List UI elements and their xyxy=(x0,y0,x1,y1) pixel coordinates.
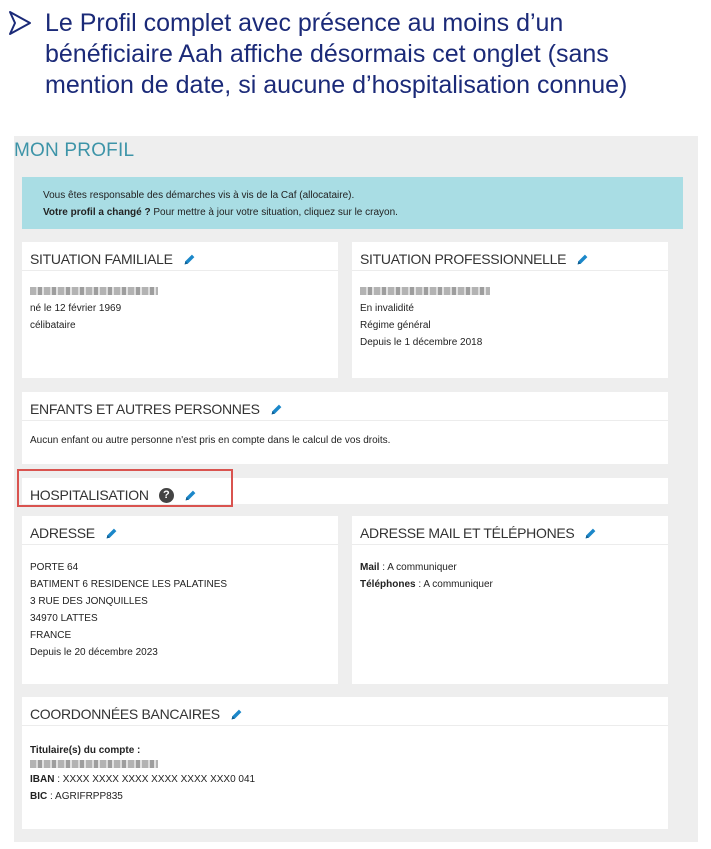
notice-rest: Pour mettre à jour votre situation, cliquez sur le crayon. xyxy=(150,207,398,218)
situation-familiale-body xyxy=(22,271,338,334)
profile-page xyxy=(14,136,698,842)
address-line: 34970 LATTES xyxy=(30,613,98,624)
arrow-bullet-icon xyxy=(8,10,32,36)
birth-date: né le 12 février 1969 xyxy=(30,303,122,314)
bancaire-header xyxy=(22,697,668,726)
slide-bullet xyxy=(8,8,698,101)
pencil-icon[interactable] xyxy=(584,527,597,540)
mail-value: : A communiquer xyxy=(379,562,457,573)
situation-familiale-card xyxy=(22,242,338,378)
enfants-body xyxy=(22,421,668,449)
pencil-icon[interactable] xyxy=(270,403,283,416)
bancaire-body xyxy=(22,726,668,805)
bic-value: : AGRIFRPP835 xyxy=(47,791,123,802)
help-icon[interactable]: ? xyxy=(159,488,174,503)
mail-label: Mail xyxy=(360,562,380,573)
iban-label: IBAN xyxy=(30,774,55,785)
iban-row xyxy=(30,771,668,788)
situation-professionnelle-title: SITUATION PROFESSIONNELLE xyxy=(360,251,567,267)
pro-line-1: En invalidité xyxy=(360,303,414,314)
situation-professionnelle-header xyxy=(352,242,668,271)
situation-familiale-title: SITUATION FAMILIALE xyxy=(30,251,173,267)
notice-bold: Votre profil a changé ? xyxy=(43,207,151,218)
hospitalisation-title: HOSPITALISATION xyxy=(30,487,149,503)
mail-row xyxy=(360,559,668,576)
bancaire-card xyxy=(22,697,668,829)
pro-line-3: Depuis le 1 décembre 2018 xyxy=(360,337,483,348)
contact-card xyxy=(352,516,668,684)
enfants-text: Aucun enfant ou autre personne n'est pris en compte dans le calcul de vos droits. xyxy=(30,435,391,446)
hospitalisation-highlight-frame xyxy=(17,469,233,507)
pencil-icon[interactable] xyxy=(230,708,243,721)
adresse-body xyxy=(22,545,338,661)
address-line: FRANCE xyxy=(30,630,72,641)
contact-header xyxy=(352,516,668,545)
situation-professionnelle-card xyxy=(352,242,668,378)
bullet-text: Le Profil complet avec présence au moins d’un bénéficiaire Aah affiche désormais cet onglet (sans mention de date, si aucune d’hospitalisation connue) xyxy=(45,9,628,99)
redacted-holder xyxy=(30,760,158,768)
info-notice xyxy=(22,177,683,229)
redacted-name xyxy=(30,287,158,295)
phone-value: : A communiquer xyxy=(415,579,493,590)
situation-professionnelle-body xyxy=(352,271,668,351)
address-line: 3 RUE DES JONQUILLES xyxy=(30,596,148,607)
situation-familiale-header xyxy=(22,242,338,271)
enfants-title: ENFANTS ET AUTRES PERSONNES xyxy=(30,401,260,417)
bancaire-title: COORDONNÉES BANCAIRES xyxy=(30,706,220,722)
phone-row xyxy=(360,576,668,593)
phone-label: Téléphones xyxy=(360,579,416,590)
enfants-header xyxy=(22,392,668,421)
address-line: PORTE 64 xyxy=(30,562,79,573)
adresse-card xyxy=(22,516,338,684)
enfants-card xyxy=(22,392,668,464)
address-since: Depuis le 20 décembre 2023 xyxy=(30,647,158,658)
page-title: MON PROFIL xyxy=(14,140,138,162)
contact-title: ADRESSE MAIL ET TÉLÉPHONES xyxy=(360,525,575,541)
redacted-name xyxy=(360,287,490,295)
notice-line-2 xyxy=(43,204,683,221)
marital-status: célibataire xyxy=(30,320,76,331)
bic-row xyxy=(30,788,668,805)
pencil-icon[interactable] xyxy=(183,253,196,266)
adresse-header xyxy=(22,516,338,545)
pro-line-2: Régime général xyxy=(360,320,431,331)
bic-label: BIC xyxy=(30,791,48,802)
iban-value: : XXXX XXXX XXXX XXXX XXXX XXX0 041 xyxy=(54,774,256,785)
holder-label-text: Titulaire(s) du compte : xyxy=(30,745,141,756)
contact-body xyxy=(352,545,668,593)
notice-line-1: Vous êtes responsable des démarches vis à vis de la Caf (allocataire). xyxy=(43,190,355,201)
holder-label xyxy=(30,742,668,759)
adresse-title: ADRESSE xyxy=(30,525,95,541)
pencil-icon[interactable] xyxy=(105,527,118,540)
pencil-icon[interactable] xyxy=(576,253,589,266)
address-line: BATIMENT 6 RESIDENCE LES PALATINES xyxy=(30,579,228,590)
